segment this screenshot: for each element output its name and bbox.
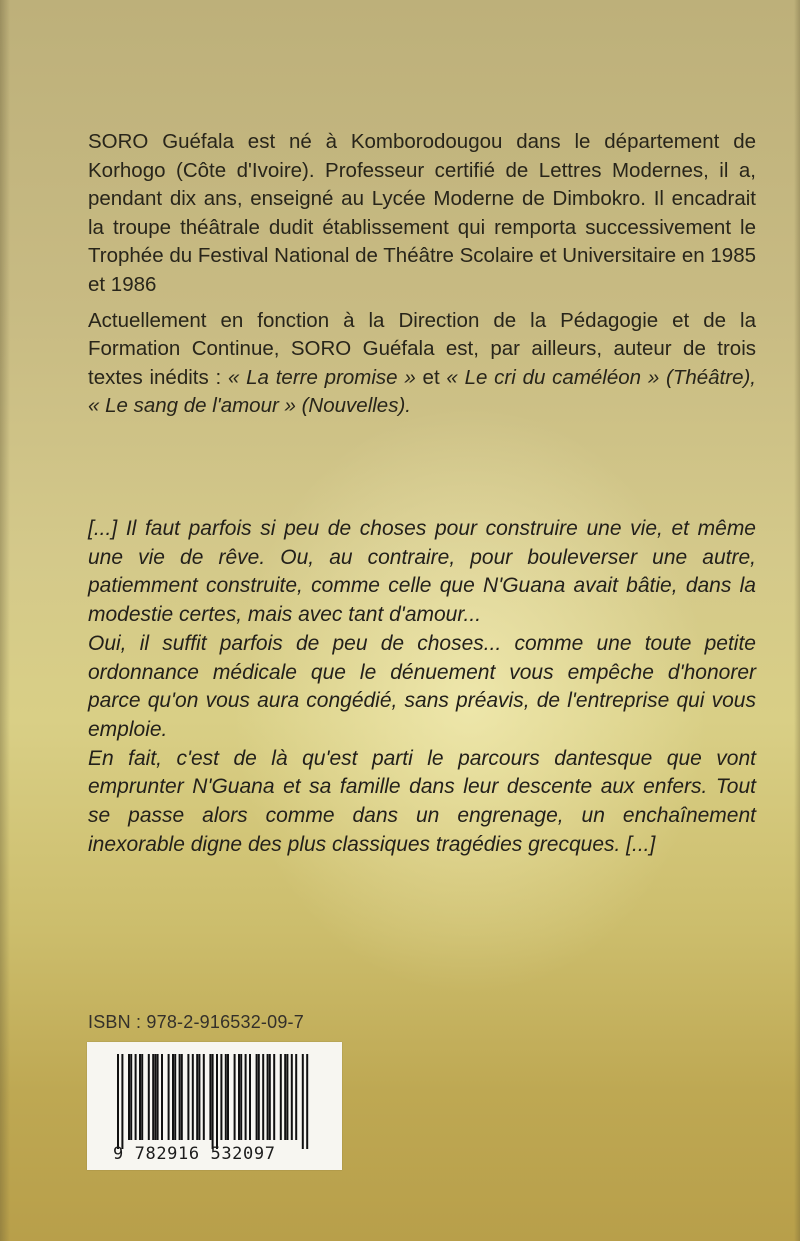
synopsis-paragraph-1: [...] Il faut parfois si peu de choses pour construire une vie, et même une vie de rêve. Ou, au contraire, pour bouleverser une autre, patiemment construite, comme celle que N'Guana avait bâtie, dans la modestie certes, mais avec tant d'amour... xyxy=(88,517,756,627)
author-biography xyxy=(88,128,756,428)
bio-paragraph-2 xyxy=(88,307,756,421)
bio-conjunction: et xyxy=(415,365,447,389)
synopsis-paragraph-2: Oui, il suffit parfois de peu de choses... comme une toute petite ordonnance médicale que le dénuement vous empêche d'honorer parce qu'on vous aura congédié, sans préavis, de l'entreprise qui vous emploie. xyxy=(88,631,756,741)
bio-paragraph-1: SORO Guéfala est né à Komborodougou dans le département de Korhogo (Côte d'Ivoire). Professeur certifié de Lettres Modernes, il a, pendant dix ans, enseigné au Lycée Moderne de Dimbokro. Il encadrait la troupe théâtrale dudit établissement qui remporta successivement le Trophée du Festival National de Théâtre Scolaire et Universitaire en 1985 et 1986 xyxy=(88,130,756,296)
bio-paragraph-2-text: Actuellement en fonction à la Direction de la Pédagogie et de la Formation Continue, SORO Guéfala est, par ailleurs, auteur de trois textes inédits : xyxy=(88,308,756,389)
titles-other-works: « Le cri du caméléon » (Théâtre), « Le sang de l'amour » (Nouvelles). xyxy=(88,365,756,418)
isbn-label: ISBN : 978-2-916532-09-7 xyxy=(88,1012,304,1032)
synopsis-paragraph-3: En fait, c'est de là qu'est parti le parcours dantesque que vont emprunter N'Guana et sa famille dans leur descente aux enfers. Tout se passe alors comme dans un engrenage, un enchaînement inexorable digne des plus classiques tragédies grecques. [...] xyxy=(88,746,756,856)
cover-left-edge-shadow xyxy=(0,0,10,1241)
cover-right-edge-shadow xyxy=(794,0,800,1241)
book-synopsis xyxy=(88,515,756,859)
barcode-digits: 9 782916 532097 xyxy=(113,1144,276,1164)
barcode-bars-icon xyxy=(117,1054,317,1149)
title-la-terre-promise: « La terre promise » xyxy=(227,365,416,389)
barcode xyxy=(87,1042,342,1170)
